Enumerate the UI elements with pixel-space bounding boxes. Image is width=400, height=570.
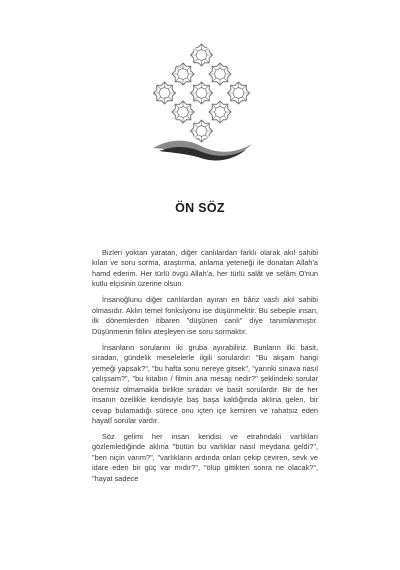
paragraph: İnsanoğlunu diğer canlılardan ayıran en bâriz vasfı akıl sahibi olmasıdır. Aklın temel fonksiyonu ise düşünmektir. Bu sebeple insan, ilk dönemlerden itibaren "düşünen canlı" diye tanımlanmıştır. Düşünmenin fitilini ateşleyen ise soru sormaktır.: [92, 295, 318, 336]
body-text: [92, 248, 318, 490]
paragraph: Söz gelimi her insan kendisi ve etrafındaki varlıkları gözlemlediğinde aklına "bütün bu varlıklar nasıl meydana geldi?", "ben niçin varım?", "varlıkların ardında onları çekip çeviren, sevk ve idare eden bir güç var mıdır?", "ölüp gittikten sonra ne olacak?", "hayat sadece: [92, 432, 318, 483]
page-title: ÖN SÖZ: [175, 201, 225, 215]
paragraph: İnsanların sorularını iki gruba ayırabiliriz. Bunların ilki basit, sıradan, gündelik meselelerle ilgili sorulardır: "Bu akşam hangi yemeği yapsak?", "bu hafta sonu nereye gitsek", "yarınki sınava nasıl çalışsam?", "bu kitabın / filmin ana mesajı nedir?" şeklindeki sorular önemsiz olmamakla birlikte sıradan ve basit sorulardır. Bir de her insanın özellikle kendisiyle baş başa kaldığında aklına gelen, bir cevap bulamadığı sürece onu içten içe kemiren ve rahatsız eden hayatî sorular vardır.: [92, 342, 318, 425]
geometric-ornament-icon: [139, 40, 264, 165]
paragraph: Bizleri yoktan yaratan, diğer canlılardan farklı olarak akıl sahibi kılan ve soru sorma, araştırma, anlama yeteneği ile donatan Allah'a hamd ederim. Her türlü övgü Allah'a, her türlü salât ve selâm O'nun kutlu elçisinin üzerine olsun.: [92, 248, 318, 289]
